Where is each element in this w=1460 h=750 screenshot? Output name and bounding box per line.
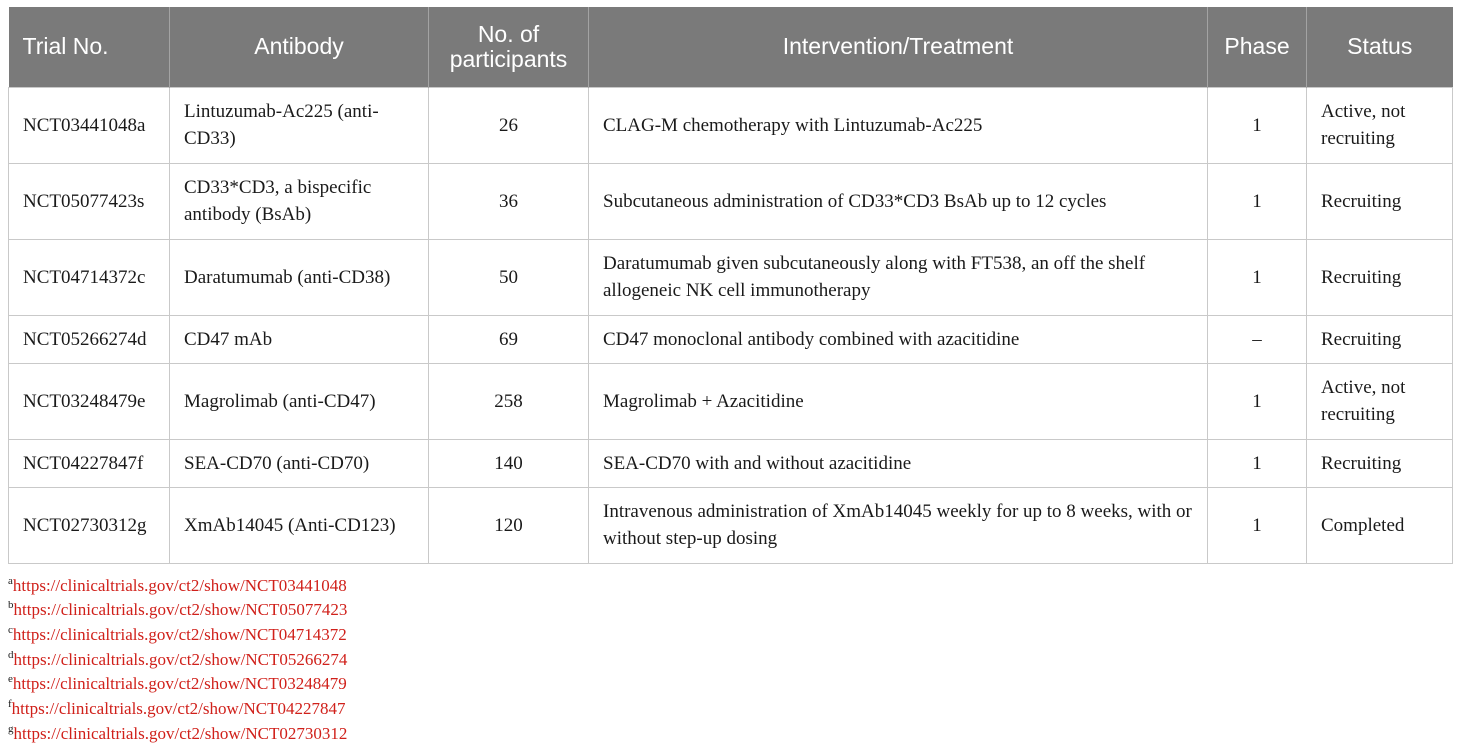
footnote-link[interactable]: https://clinicaltrials.gov/ct2/show/NCT04227847	[11, 698, 346, 718]
header-intervention: Intervention/Treatment	[589, 7, 1208, 87]
footnote-link[interactable]: https://clinicaltrials.gov/ct2/show/NCT05077423	[13, 600, 348, 620]
cell-antibody: Magrolimab (anti-CD47)	[170, 363, 429, 439]
cell-phase: 1	[1208, 163, 1307, 239]
cell-status: Recruiting	[1307, 163, 1453, 239]
footnote-link[interactable]: https://clinicaltrials.gov/ct2/show/NCT04714372	[12, 624, 347, 644]
footnote-mark: g	[8, 722, 14, 735]
cell-trial-no: NCT03248479e	[9, 363, 170, 439]
table-row	[9, 315, 1453, 363]
footnote-link[interactable]: https://clinicaltrials.gov/ct2/show/NCT03441048	[12, 575, 347, 595]
cell-phase: 1	[1208, 487, 1307, 563]
cell-participants: 69	[429, 315, 589, 363]
cell-intervention: SEA-CD70 with and without azacitidine	[589, 439, 1208, 487]
cell-antibody: Daratumumab (anti-CD38)	[170, 239, 429, 315]
cell-antibody: Lintuzumab-Ac225 (anti-CD33)	[170, 87, 429, 163]
table-row	[9, 87, 1453, 163]
cell-intervention: Daratumumab given subcutaneously along with FT538, an off the shelf allogeneic NK cell immunotherapy	[589, 239, 1208, 315]
cell-antibody: SEA-CD70 (anti-CD70)	[170, 439, 429, 487]
cell-intervention: CD47 monoclonal antibody combined with azacitidine	[589, 315, 1208, 363]
cell-status: Active, not recruiting	[1307, 87, 1453, 163]
footnote-mark: a	[8, 574, 13, 587]
cell-trial-no: NCT05266274d	[9, 315, 170, 363]
cell-intervention: Subcutaneous administration of CD33*CD3 BsAb up to 12 cycles	[589, 163, 1208, 239]
cell-phase: 1	[1208, 439, 1307, 487]
cell-intervention: Intravenous administration of XmAb14045 weekly for up to 8 weeks, with or without step-up dosing	[589, 487, 1208, 563]
header-trial-no: Trial No.	[9, 7, 170, 87]
cell-trial-no: NCT03441048a	[9, 87, 170, 163]
cell-participants: 258	[429, 363, 589, 439]
cell-antibody: CD47 mAb	[170, 315, 429, 363]
table-row	[9, 439, 1453, 487]
header-phase: Phase	[1208, 7, 1307, 87]
cell-antibody: CD33*CD3, a bispecific antibody (BsAb)	[170, 163, 429, 239]
footnote-link[interactable]: https://clinicaltrials.gov/ct2/show/NCT03248479	[12, 674, 347, 694]
footnote	[8, 643, 1452, 668]
cell-trial-no: NCT04714372c	[9, 239, 170, 315]
cell-status: Recruiting	[1307, 315, 1453, 363]
footnote	[8, 618, 1452, 643]
footnote	[8, 593, 1452, 618]
footnote-mark: d	[8, 648, 14, 661]
table-row	[9, 163, 1453, 239]
footnote-mark: c	[8, 623, 13, 636]
cell-participants: 36	[429, 163, 589, 239]
cell-participants: 50	[429, 239, 589, 315]
footnotes	[8, 569, 1452, 742]
table-row	[9, 487, 1453, 563]
footnote-mark: b	[8, 599, 14, 612]
cell-status: Recruiting	[1307, 239, 1453, 315]
footnote	[8, 692, 1452, 717]
footnote-link[interactable]: https://clinicaltrials.gov/ct2/show/NCT05266274	[13, 649, 348, 669]
cell-phase: 1	[1208, 363, 1307, 439]
cell-trial-no: NCT04227847f	[9, 439, 170, 487]
cell-trial-no: NCT02730312g	[9, 487, 170, 563]
cell-participants: 140	[429, 439, 589, 487]
cell-phase: 1	[1208, 87, 1307, 163]
cell-status: Active, not recruiting	[1307, 363, 1453, 439]
cell-trial-no: NCT05077423s	[9, 163, 170, 239]
table-row	[9, 363, 1453, 439]
table-row	[9, 239, 1453, 315]
header-status: Status	[1307, 7, 1453, 87]
footnote	[8, 667, 1452, 692]
footnote-mark: f	[8, 697, 12, 710]
cell-status: Recruiting	[1307, 439, 1453, 487]
clinical-trials-table	[8, 7, 1453, 564]
cell-participants: 120	[429, 487, 589, 563]
footnote	[8, 569, 1452, 594]
cell-intervention: CLAG-M chemotherapy with Lintuzumab-Ac225	[589, 87, 1208, 163]
header-antibody: Antibody	[170, 7, 429, 87]
cell-participants: 26	[429, 87, 589, 163]
cell-intervention: Magrolimab + Azacitidine	[589, 363, 1208, 439]
trials-table-container	[8, 7, 1452, 741]
cell-status: Completed	[1307, 487, 1453, 563]
header-participants: No. of participants	[429, 7, 589, 87]
footnote-link[interactable]: https://clinicaltrials.gov/ct2/show/NCT02730312	[13, 723, 348, 743]
cell-antibody: XmAb14045 (Anti-CD123)	[170, 487, 429, 563]
table-header-row	[9, 7, 1453, 87]
footnote-mark: e	[8, 673, 13, 686]
footnote	[8, 717, 1452, 742]
cell-phase: –	[1208, 315, 1307, 363]
cell-phase: 1	[1208, 239, 1307, 315]
